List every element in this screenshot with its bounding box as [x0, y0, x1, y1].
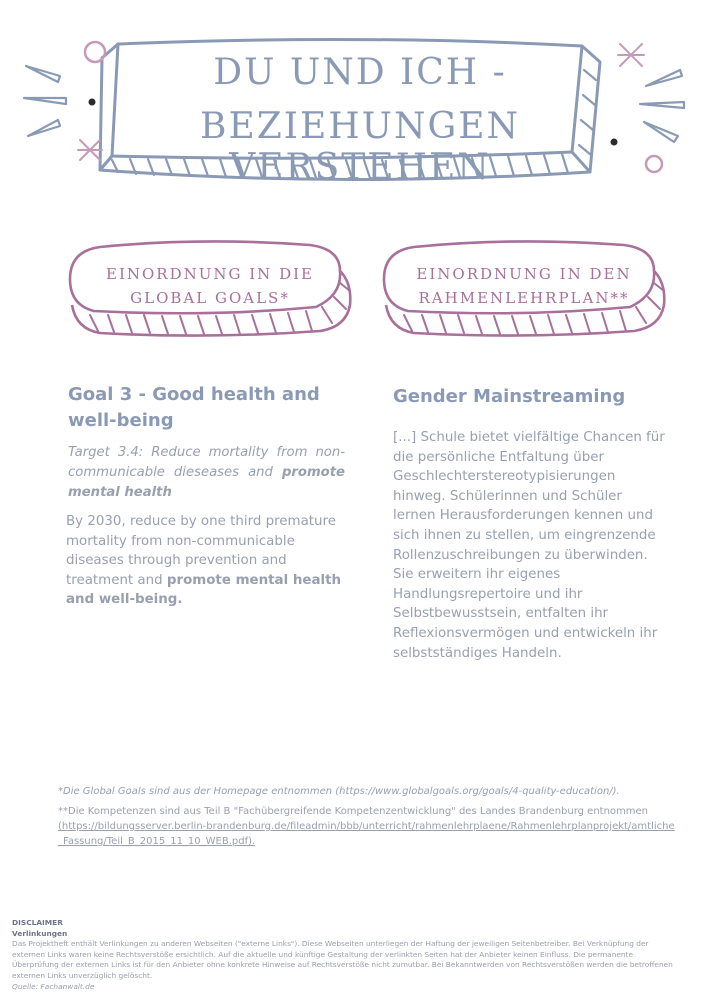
- title-line-2: BEZIEHUNGEN VERSTEHEN: [199, 106, 521, 188]
- disclaimer-text: Das Projektheft enthält Verlinkungen zu anderen Webseiten ("externe Links"). Diese Webseiten unterliegen der Haftung der jeweiligen Seitenbetreiber. Bei Verknüpfung der externen Links waren keine Rechtsverstöße ersichtlich. Auf die aktuelle und künftige Gestaltung der verlinkten Seiten hat der Anbieter keinen Einfluss. Die permanente Überprüfung der externen Links ist für den Anbieter ohne konkrete Hinweise auf Rechtsverstöße nicht zumutbar. Bei Bekanntwerden von Rechtsverstößen werden die betroffenen externen Links unverzüglich gelöscht.: [12, 939, 673, 980]
- global-goals-label-line-2: GLOBAL GOALS*: [130, 289, 290, 307]
- gender-body-text: [...] Schule bietet vielfältige Chancen für die persönliche Entfaltung über Geschlechterstereotypisierungen hinweg. Schülerinnen und Schüler lernen Herausforderungen kennen und sich ihnen zu stellen, um eingrenzende Rollenzuschreibungen zu überwinden. Sie erweitern ihr eigenes Handlungsrepertoire und ihr Selbstbewusstsein, entfalten ihr Reflexionsvermögen und entwickeln ihr selbstständiges Handeln.: [393, 430, 665, 661]
- disclaimer-source: Quelle: Fachanwalt.de: [12, 981, 95, 991]
- goal-heading-line-1: Goal 3 - Good health and: [68, 384, 320, 405]
- rahmenlehrplan-label-line-1: EINORDNUNG IN DEN: [416, 265, 632, 283]
- gender-heading: Gender Mainstreaming: [393, 386, 626, 407]
- global-goals-label-line-1: EINORDNUNG IN DIE: [106, 265, 314, 283]
- global-goals-box-label: [90, 262, 330, 310]
- goal-heading-line-2: well-being: [68, 410, 174, 431]
- rahmenlehrplan-box-label: [404, 262, 644, 310]
- title-line-1: DU UND ICH -: [213, 52, 507, 93]
- rahmenlehrplan-label-line-2: RAHMENLEHRPLAN**: [418, 289, 630, 307]
- goal-heading: [68, 382, 358, 434]
- footnote-2: [58, 804, 678, 849]
- target-text: [68, 443, 345, 503]
- disclaimer-subtitle: Verlinkungen: [12, 928, 68, 938]
- footnote-1: *Die Global Goals sind aus der Homepage entnommen (https://www.globalgoals.org/goals/4-quality-education/).: [58, 786, 620, 797]
- goal-body-bold: promote mental health and well-being.: [66, 572, 342, 607]
- target-plain: Target 3.4: Reduce mortality from non-communicable dieseases and: [68, 445, 345, 480]
- goal-body-text: [66, 512, 356, 610]
- goal-body-plain: By 2030, reduce by one third premature mortality from non-communicable diseases through prevention and treatment and: [66, 514, 336, 588]
- footnote-2-text: **Die Kompetenzen sind aus Teil B "Fachübergreifende Kompetenzentwicklung" des Landes Brandenburg entnommen: [58, 806, 649, 817]
- footnote-2-link[interactable]: (https://bildungsserver.berlin-brandenburg.de/fileadmin/bbb/unterricht/rahmenlehrplaene/Rahmenlehrplanprojekt/amtliche_Fassung/Teil_B_2015_11_10_WEB.pdf).: [58, 821, 675, 847]
- target-bold: promote mental health: [68, 465, 345, 500]
- disclaimer: [12, 918, 682, 992]
- disclaimer-title: DISCLAIMER: [12, 918, 63, 927]
